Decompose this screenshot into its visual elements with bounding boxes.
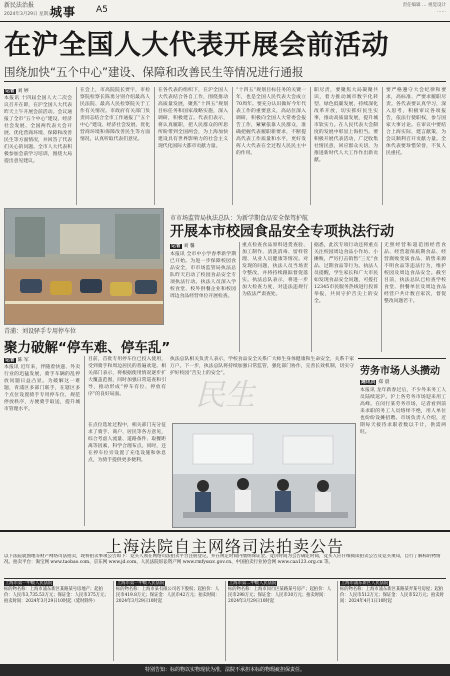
lead-column: 在各代表的组织下，在沪全国人大代表结合各自工作，围绕推动高质量发展，聚焦“十四五”规划目标任务和国家战略实施，深入调研，积极建言。代表们表示，将认真履职，把人民群众的所思所盼带到全国两会，为上海加快建设具有世界影响力的社会主义现代化国际大都市贡献力量。 [158, 88, 228, 149]
lead-subhead: 围绕加快“五个中心”建设、保障和改善民生等情况进行通报 [4, 65, 304, 79]
rights-column: 在点位选址过程中，相关部门充分征求了骑手、商户、居民等各方意见，综合考虑人流量、道路条件、取餐距离等因素，科学合理布点。同时，还在停车位旁设置了充电设施和休息点，为骑手提供更多便利。 [88, 423, 166, 463]
byline-name: 刘 婷 [17, 89, 29, 94]
lot-content: 标的物名称：上海市浦东新区某路某弄某号房屋；起拍价：人民币512万元；保证金：人民币52万元；拍卖时间：2024年4月1日10时起 [340, 587, 444, 604]
rights-column: 本报讯 近年来，伴随着快递、外卖行业的迅猛发展，骑手车辆的乱停放问题日益凸显。为破解这一难题，青浦区多部门联手，在辖区多个点位设置骑手专用停车位，规范停放秩序，方便骑手取送，提升城市管理水平。 [4, 365, 80, 412]
rights-headline: 聚力破解“停车难、停车乱” [4, 340, 171, 356]
lot-court: 上海市第一中级人民法院 [5, 581, 53, 586]
column-rule [76, 87, 77, 205]
lead-byline [4, 87, 29, 94]
lead-headline: 在沪全国人大代表开展会前活动 [4, 30, 389, 61]
parking-photo [4, 208, 164, 325]
paper-date: 2024年3月29日 星期五 [4, 12, 53, 17]
column-rule [239, 242, 240, 352]
lead-column: 本报讯 十四届全国人大二次会议召开在即，在沪全国人大代表昨天上午开展会前活动。会议通报了全市“五个中心”建设、经济社会发展、全国两代表大会开展、优化营商环境、保障和改善民生等方面情况，并回答了代表们关心的问题。全市人大代表积极参加会前学习培训，围绕大局提出意见建议。 [4, 96, 72, 164]
lead-column: 在会上，市高院院长贾宇，市检察院检察长陈勇分别介绍最高人民法院、最高人民检察院关于工作有关情况。市政府有关部门负责同志结合全市工作通报了“五个中心”建设、经济社会发展、优化营商环境和保障改善民生等方面情况，认真听取代表们意见。 [80, 88, 150, 142]
column-rule [84, 356, 85, 526]
byline-name: 陈 军 [17, 358, 29, 363]
watermark-text: 民生 [195, 378, 255, 413]
food-headline: 开展本市校园食品安全专项执法行动 [170, 224, 394, 240]
header-credit-line: 责任编辑 … 视觉设计 [402, 3, 446, 8]
column-rule [225, 581, 226, 661]
byline-name: 郑 晨 [378, 380, 390, 385]
byline-tag: 记者 [5, 358, 15, 363]
column-rule [113, 581, 114, 661]
lead-column: 职尽责，要聚焦大局凝聚共识，着力推动城市数字化转型、绿色低碳发展，持续深化改革开放，切实抓好民生实事，推动高质量发展，提升城市软实力。在人民代表大会制度的发展中彰显上海担当。要积极开展代表活动，广泛收集社情民意，回应群众关切，为推进新时代人大工作作出新贡献。 [314, 88, 378, 163]
lead-column: “十四五”规划目标任务的关键一年，也是全国人民代表大会成立70周年。要充分认识做好今年代表工作的重要意义，高站位深入调研，积极向全国人大常委会报告工作，紧紧依靠人民群众，准确把握代表履职新要求，不断提高代表工作质量和水平，更好发挥人大代表在全过程人民民主中的作用。 [236, 88, 306, 156]
rights-byline [4, 356, 29, 363]
food-column: 据悉，此次专项行动还将重点关注校园周边食品小作坊、小摊贩，严厉打击销售“三无”食品、过期食品等行为。执法人员提醒，学生家长和广大市民如发现食品安全问题，可拨打12345市民服务热线进行投诉举报，共同守护舌尖上的安全。 [314, 243, 378, 304]
column-rule [337, 581, 338, 661]
food-column: 执法总队相关负责人表示，学校食品安全关系广大师生身体健康和生命安全，关系千家万户。下一步，执法总队将持续加强日常监管，强化部门协作，完善长效机制，切实守护好校园“舌尖上的安全”。 [170, 357, 354, 376]
byline-tag: 记者 [5, 89, 15, 94]
auction-footer: 特别告知：标的物以实物现状为准，法院不承担本标的物瑕疵担保责任。 [0, 664, 450, 676]
auction-lot [116, 581, 222, 661]
food-column: 重点检查食品原料进货查验、加工制作、清洗消毒、留样管理、从业人员健康等情况。对发现的问题，执法人员当场责令整改，并将持续跟踪督促落实。执法总队表示，将进一步加大检查力度，对违法违规行为依法严肃查处。 [242, 243, 308, 297]
lot-court: 上海市第二中级人民法院 [229, 581, 277, 586]
lot-court: 上海市第一中级人民法院 [117, 581, 165, 586]
column-rule [311, 242, 312, 352]
column-rule [232, 87, 233, 205]
column-rule [154, 87, 155, 205]
lead-column: 要严格遵守大会纪律和要求，高标准、严要求履职尽责。各代表要认真学习，深入思考，积极审议各项报告，依法行使职权，参与国家大事讨论。在审议中要结合上海实际，建言献策，为会议顺利召开贡献力量。全体代表要珍惜荣誉，不负人民重托。 [386, 88, 446, 156]
byline-tag: 通讯员 [361, 380, 376, 385]
labor-column: 本报讯 龙年新春过后，不少外来务工人员陆续返沪。沪上各劳务市场迎来用工高峰。在闵行某劳务市场，记者看到前来求职的务工人员络绎不绝，用人单位也纷纷设摊招聘。市场负责人介绍，近期每天接待求职者数以千计，供需两旺。 [360, 388, 446, 435]
auction-rule [0, 530, 450, 532]
food-kicker: 市市场监管局执法总队：为新学期食品安全保驾护航 [170, 215, 309, 222]
divider [4, 81, 446, 82]
auction-intro: 以下法院就图地等财产网络司法拍卖，现将拍卖事项公告如下：竞买人须在网络司法拍卖平台注册登记，并在规定时间内缴纳保证金。竞价时间为公告确定时间，竞买人应仔细阅读拍卖公告及竞买须知，自行了解标的物情况。拍卖平台：淘宝网 www.taobao.com、京东网 www.jd.com、人民法院诉讼资产网 www.rmfysszc.gov.cn、中国拍卖行业协会网 www.caa123.org.cn 等。 [4, 554, 441, 565]
auction-lot [340, 581, 446, 661]
column-rule [310, 87, 311, 205]
byline-name: 刘 馨 [183, 244, 195, 249]
lot-content: 标的物名称：上海市某有限公司名下股权；起拍价：人民币419.8万元；保证金：人民币42万元；拍卖时间：2024年3月29日10时起 [116, 587, 220, 604]
section-code: A5 [96, 5, 108, 15]
classroom-photo-art [173, 424, 356, 528]
auction-lot [4, 581, 110, 661]
rights-kicker: 青浦：刘设驿手专用停车位 [4, 328, 77, 335]
column-rule [381, 242, 382, 352]
divider [4, 578, 446, 579]
byline-tag: 记者 [171, 244, 181, 249]
food-column: 无照经营和超范围经营食品、经营超保质期食品、经营腐败变质食品、销售来源不明食品等违法行为，维护校园及周边食品安全。截至目前，执法总队已检查学校食堂、供餐单位及周边食品经营户共计数百家次，督促整改问题若干。 [384, 243, 446, 304]
labor-headline: 劳务市场人头攒动 [360, 366, 440, 377]
paper-name: 新民法治报 [4, 2, 35, 9]
lot-content: 标的物名称：上海市闵行区某路某号房产；起拍价：人民币298万元；保证金：人民币30万元；拍卖时间：2024年3月29日10时起 [228, 587, 332, 604]
auction-title: 上海法院自主网络司法拍卖公告 [105, 537, 344, 556]
auction-lot [228, 581, 334, 661]
divider [358, 358, 446, 359]
parking-photo-art [5, 209, 164, 325]
classroom-photo [172, 423, 356, 528]
lot-content: 标的物名称：上海市浦东新区某路某号房地产；起拍价：人民币3,735.53万元；保证金：人民币375万元；拍卖时间：2024年3月29日10时起（延时除外） [4, 587, 109, 604]
lot-court: 上海市浦东新区人民法院 [341, 581, 389, 586]
labor-byline [360, 378, 390, 385]
rights-column: 目前，首批专用停车位已投入使用，受到骑手和周边居民的普遍欢迎。相关部门表示，将根据使用情况逐步扩大覆盖范围，同时加强日常巡查和引导，推动形成“停车有位、停放有序”的良好局面。 [88, 357, 166, 397]
header-credits [403, 3, 446, 15]
header-credit-line: …… [437, 9, 446, 14]
food-byline [170, 242, 195, 249]
column-rule [382, 87, 383, 205]
food-column: 本报讯 全市中小学春季新学期已开始。为进一步保障校园食品安全，市市场监管局执法总队昨天启动了校园食品安全专项执法行动。执法人员深入学校食堂、校外供餐企业和校园周边食品经营单位开展检查。 [170, 252, 236, 299]
section-name: 城事 [50, 5, 77, 19]
